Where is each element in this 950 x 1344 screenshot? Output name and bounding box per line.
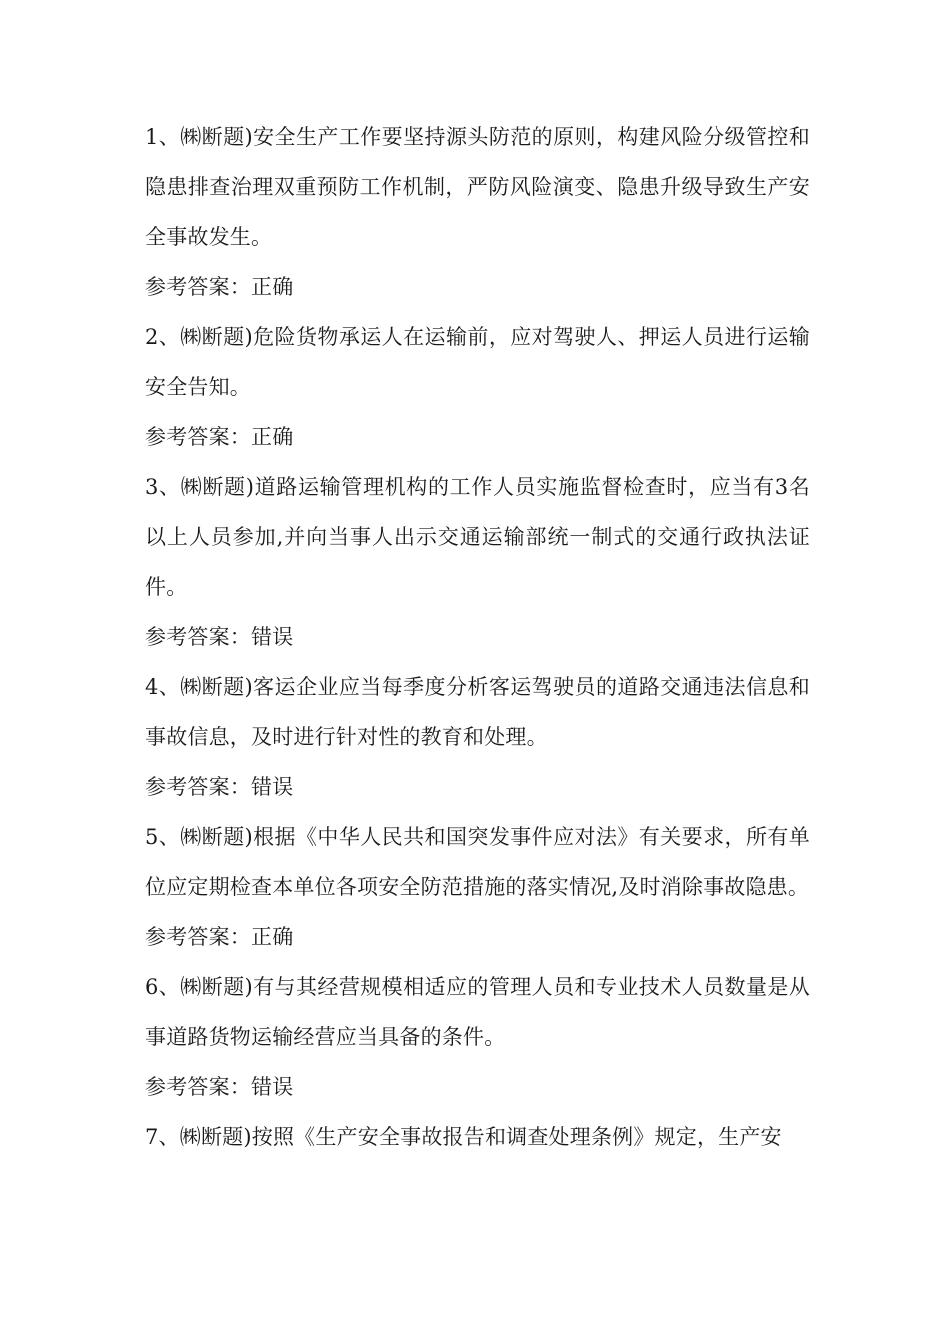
answer-3: 参考答案：错误 <box>145 625 294 649</box>
question-6: 6、㈱断题)有与其经营规模相适应的管理人员和专业技术人员数量是从事道路货物运输经营应当具备的条件。 <box>145 975 810 1049</box>
question-3: 3、㈱断题)道路运输管理机构的工作人员实施监督检查时，应当有3名以上人员参加,并向当事人出示交通运输部统一制式的交通行政执法证件。 <box>145 475 810 599</box>
answer-6: 参考答案：错误 <box>145 1075 294 1099</box>
question-list <box>145 112 810 1162</box>
answer-1: 参考答案：正确 <box>145 275 294 299</box>
answer-2: 参考答案：正确 <box>145 425 294 449</box>
question-7: 7、㈱断题)按照《生产安全事故报告和调查处理条例》规定，生产安 <box>145 1125 782 1149</box>
answer-5: 参考答案：正确 <box>145 925 294 949</box>
question-5: 5、㈱断题)根据《中华人民共和国突发事件应对法》有关要求，所有单位应定期检查本单位各项安全防范措施的落实情况,及时消除事故隐患。 <box>145 825 810 899</box>
question-4: 4、㈱断题)客运企业应当每季度分析客运驾驶员的道路交通违法信息和事故信息，及时进行针对性的教育和处理。 <box>145 675 810 749</box>
question-1: 1、㈱断题)安全生产工作要坚持源头防范的原则，构建风险分级管控和隐患排查治理双重预防工作机制，严防风险演变、隐患升级导致生产安全事故发生。 <box>145 125 810 249</box>
question-2: 2、㈱断题)危险货物承运人在运输前，应对驾驶人、押运人员进行运输安全告知。 <box>145 325 810 399</box>
answer-4: 参考答案：错误 <box>145 775 294 799</box>
